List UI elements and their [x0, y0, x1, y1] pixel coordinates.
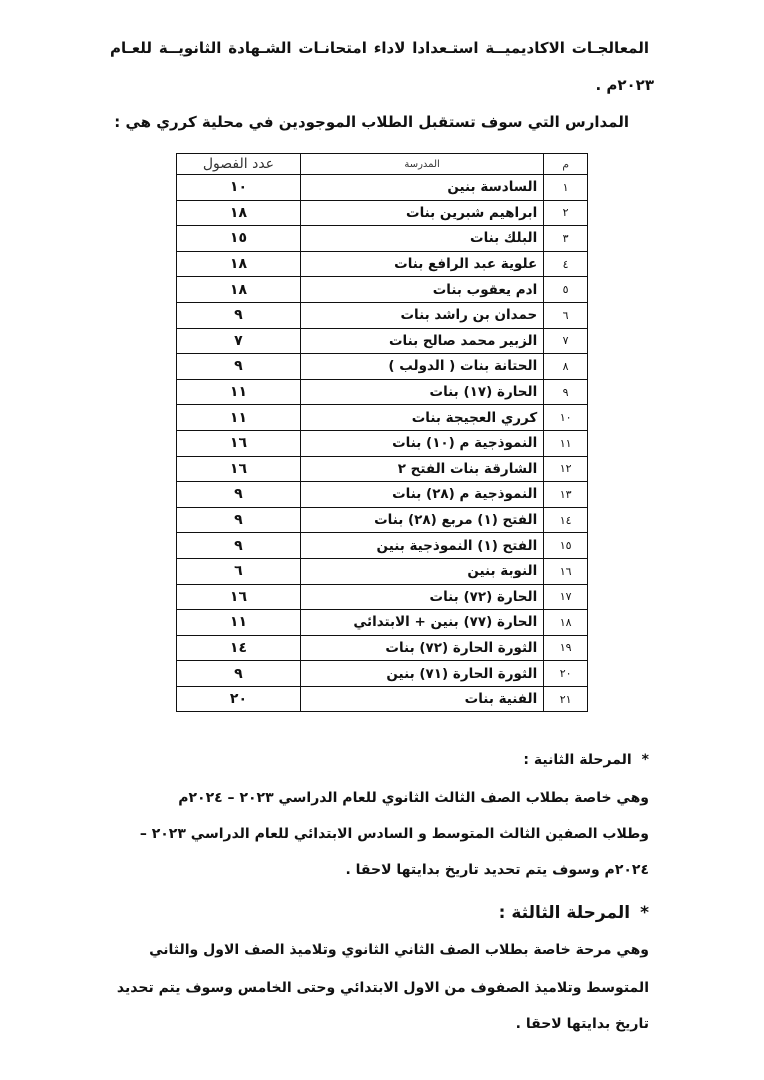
row-num: ١٣ — [544, 482, 588, 508]
row-num: ١ — [544, 175, 588, 201]
row-count: ١٨ — [177, 200, 301, 226]
header-count: عدد الفصول — [177, 154, 301, 175]
table-row — [177, 354, 588, 380]
header-school: المدرسة — [300, 154, 543, 175]
table-row — [177, 507, 588, 533]
table-row — [177, 430, 588, 456]
row-count: ١٨ — [177, 251, 301, 277]
intro-line-2: ٢٠٢٣م . — [595, 76, 654, 94]
row-num: ٢ — [544, 200, 588, 226]
header-num: م — [544, 154, 588, 175]
row-count: ٧ — [177, 328, 301, 354]
stage3-line-3: تاريخ بدايتها لاحقا . — [515, 1016, 649, 1032]
row-school: الحارة (٧٧) بنين + الابتدائي — [300, 610, 543, 636]
row-school: البلك بنات — [300, 226, 543, 252]
row-count: ٩ — [177, 507, 301, 533]
row-school: حمدان بن راشد بنات — [300, 302, 543, 328]
row-count: ١٦ — [177, 456, 301, 482]
table-row — [177, 175, 588, 201]
row-num: ٢١ — [544, 686, 588, 712]
row-school: الفتح (١) النموذجية بنين — [300, 533, 543, 559]
row-count: ٩ — [177, 661, 301, 687]
row-school: الفتح (١) مربع (٢٨) بنات — [300, 507, 543, 533]
table-row — [177, 328, 588, 354]
table-row — [177, 302, 588, 328]
row-count: ٩ — [177, 302, 301, 328]
row-num: ١٢ — [544, 456, 588, 482]
row-school: الثورة الحارة (٧١) بنين — [300, 661, 543, 687]
row-school: الشارقة بنات الفتح ٢ — [300, 456, 543, 482]
row-count: ١٤ — [177, 635, 301, 661]
row-school: كرري العجيجة بنات — [300, 405, 543, 431]
table-row — [177, 584, 588, 610]
row-school: الحارة (٧٢) بنات — [300, 584, 543, 610]
row-num: ١٨ — [544, 610, 588, 636]
row-school: الثورة الحارة (٧٢) بنات — [300, 635, 543, 661]
row-school: علوية عبد الرافع بنات — [300, 251, 543, 277]
stage3-line-2: المتوسط وتلاميذ الصفوف من الاول الابتدائي وحتى الخامس وسوف يتم تحديد — [116, 980, 649, 996]
intro-line-3: المدارس التي سوف تستقبل الطلاب الموجودين في محلية كرري هي : — [114, 113, 629, 131]
row-school: النوبة بنين — [300, 558, 543, 584]
row-count: ١١ — [177, 405, 301, 431]
stage3-line-1: وهي مرحة خاصة بطلاب الصف الثاني الثانوي وتلاميذ الصف الاول والثاني — [149, 942, 649, 958]
row-school: ابراهيم شبرين بنات — [300, 200, 543, 226]
table-row — [177, 226, 588, 252]
table-row — [177, 635, 588, 661]
row-num: ٣ — [544, 226, 588, 252]
row-count: ١٠ — [177, 175, 301, 201]
row-num: ٦ — [544, 302, 588, 328]
row-num: ١٤ — [544, 507, 588, 533]
row-count: ١٦ — [177, 584, 301, 610]
row-num: ١٥ — [544, 533, 588, 559]
row-count: ٩ — [177, 533, 301, 559]
schools-table — [176, 153, 588, 712]
stage2-line-1: وهي خاصة بطلاب الصف الثالث الثانوي للعام الدراسي ٢٠٢٣ – ٢٠٢٤م — [178, 790, 649, 806]
row-count: ٢٠ — [177, 686, 301, 712]
stage3-star: * — [640, 903, 649, 923]
row-num: ٥ — [544, 277, 588, 303]
row-count: ٦ — [177, 558, 301, 584]
stage2-star: * — [641, 752, 649, 768]
row-count: ١٨ — [177, 277, 301, 303]
stage2-title-text: المرحلة الثانية : — [523, 752, 632, 768]
table-row — [177, 610, 588, 636]
row-count: ١٥ — [177, 226, 301, 252]
intro-line-1: المعالجـات الاكاديميــة استـعدادا لاداء امتحانـات الشـهادة الثانويــة للعـام — [110, 39, 649, 57]
stage3-title — [499, 903, 649, 923]
table-row — [177, 456, 588, 482]
row-num: ١٦ — [544, 558, 588, 584]
row-school: ادم يعقوب بنات — [300, 277, 543, 303]
row-school: الحارة (١٧) بنات — [300, 379, 543, 405]
table-row — [177, 533, 588, 559]
stage2-title — [523, 752, 649, 768]
table-row — [177, 661, 588, 687]
row-num: ١١ — [544, 430, 588, 456]
row-num: ٤ — [544, 251, 588, 277]
row-school: النموذجية م (٢٨) بنات — [300, 482, 543, 508]
row-count: ١١ — [177, 379, 301, 405]
stage2-line-2: وطلاب الصفين الثالث المتوسط و السادس الابتدائي للعام الدراسي ٢٠٢٣ – — [139, 826, 649, 842]
row-school: الفنية بنات — [300, 686, 543, 712]
row-num: ٧ — [544, 328, 588, 354]
row-num: ٨ — [544, 354, 588, 380]
row-num: ٩ — [544, 379, 588, 405]
row-count: ١٦ — [177, 430, 301, 456]
table-row — [177, 200, 588, 226]
table-row — [177, 251, 588, 277]
table-row — [177, 277, 588, 303]
row-num: ١٠ — [544, 405, 588, 431]
table-row — [177, 405, 588, 431]
table-row — [177, 686, 588, 712]
row-num: ٢٠ — [544, 661, 588, 687]
row-count: ٩ — [177, 482, 301, 508]
row-school: السادسة بنين — [300, 175, 543, 201]
row-num: ١٩ — [544, 635, 588, 661]
row-num: ١٧ — [544, 584, 588, 610]
row-count: ٩ — [177, 354, 301, 380]
row-count: ١١ — [177, 610, 301, 636]
row-school: الزبير محمد صالح بنات — [300, 328, 543, 354]
table-row — [177, 482, 588, 508]
table-row — [177, 558, 588, 584]
stage3-title-text: المرحلة الثالثة : — [498, 903, 631, 923]
table-body — [177, 175, 588, 712]
row-school: الحتانة بنات ( الدولب ) — [300, 354, 543, 380]
table-row — [177, 379, 588, 405]
table-header-row — [177, 154, 588, 175]
stage2-line-3: ٢٠٢٤م وسوف يتم تحديد تاريخ بدايتها لاحقا . — [345, 862, 649, 878]
row-school: النموذجية م (١٠) بنات — [300, 430, 543, 456]
